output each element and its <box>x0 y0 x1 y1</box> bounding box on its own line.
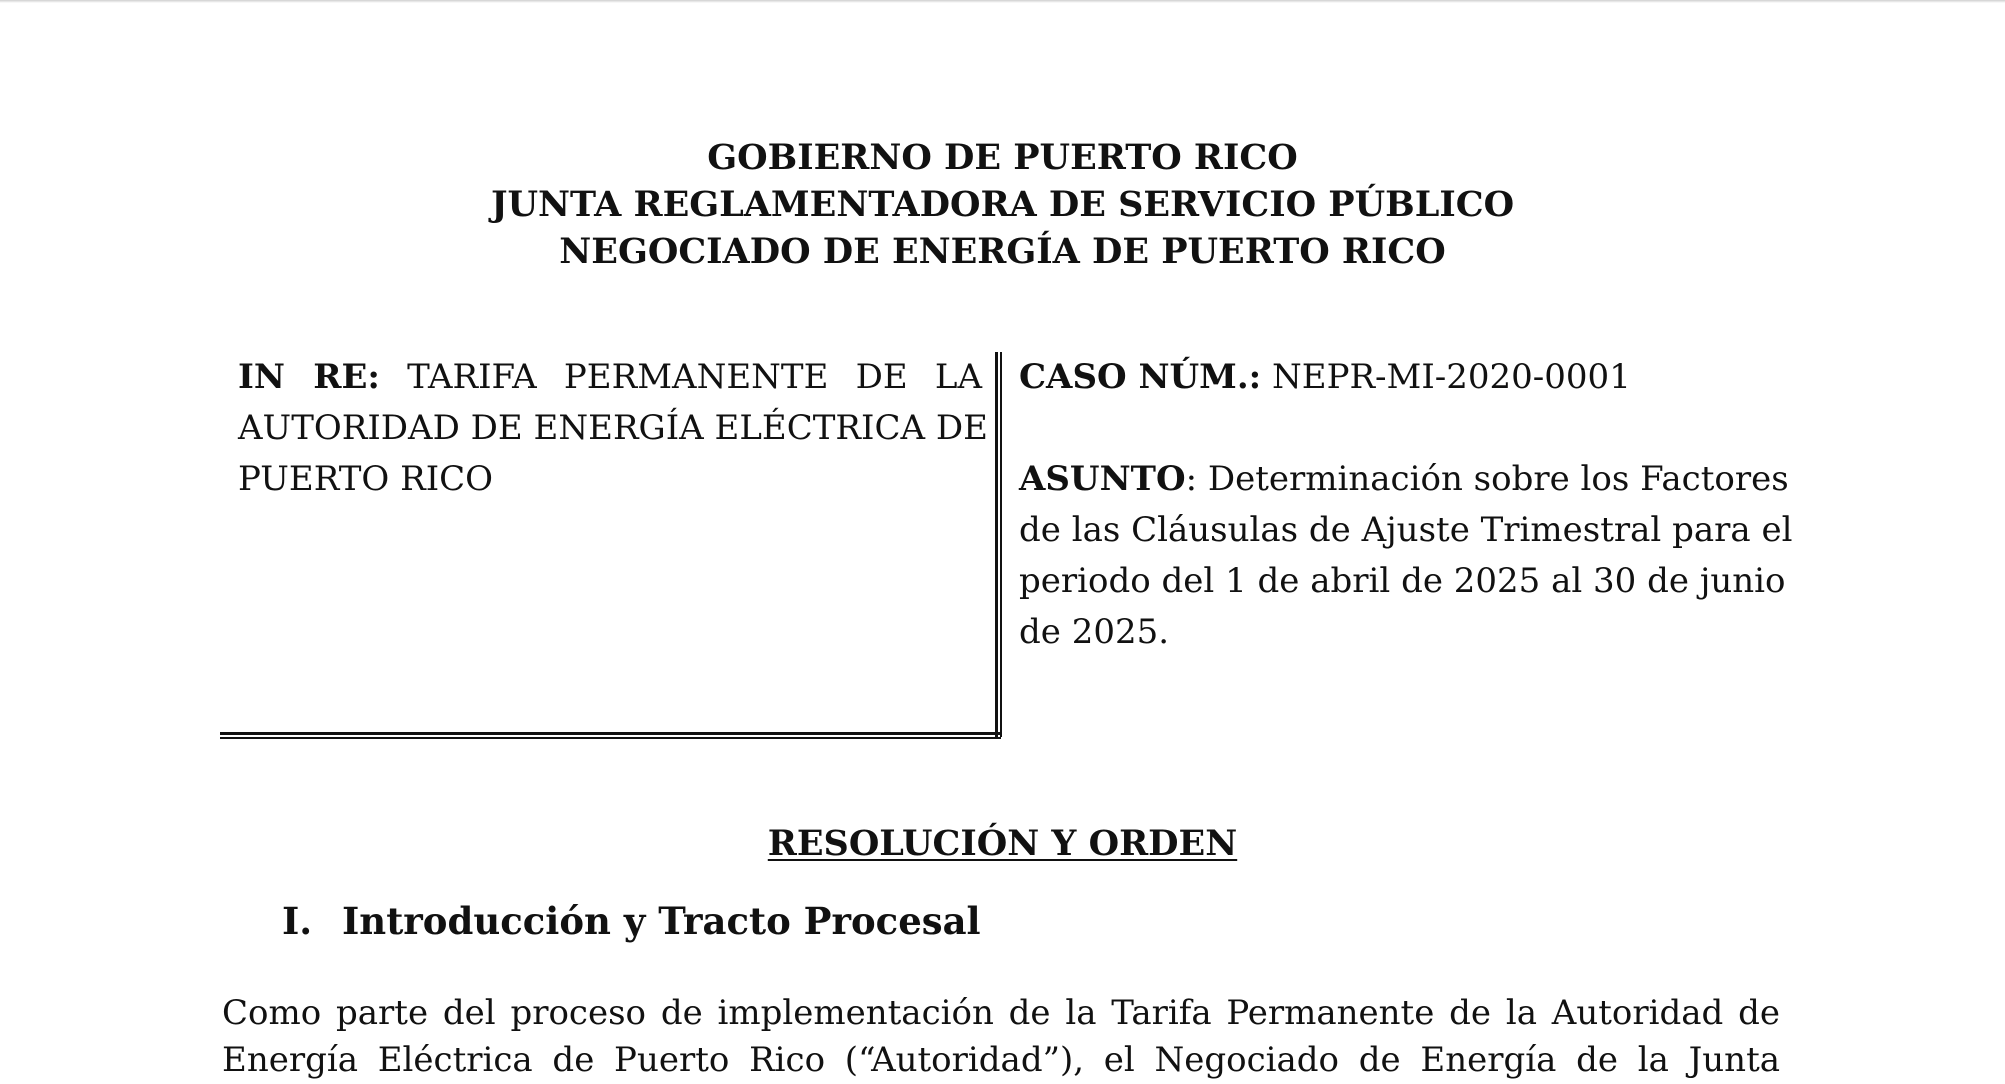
caption-vertical-rule <box>995 352 998 737</box>
subject-line-2: de las Cláusulas de Ajuste Trimestral para el <box>1019 510 1793 550</box>
caption-in-re <box>238 352 988 505</box>
section-heading <box>282 896 981 946</box>
in-re-text-1: TARIFA PERMANENTE DE LA <box>407 357 982 397</box>
header-bureau: NEGOCIADO DE ENERGÍA DE PUERTO RICO <box>559 231 1446 272</box>
resolution-title <box>0 820 2005 867</box>
caption-bottom-rule <box>220 732 1001 735</box>
subject-text-1: : Determinación sobre los Factores <box>1185 459 1789 499</box>
caption-bottom-rule-inner <box>220 737 1001 739</box>
subject-line-3: periodo del 1 de abril de 2025 al 30 de junio <box>1019 561 1786 601</box>
body-line-1: Como parte del proceso de implementación de la Tarifa Permanente de la Autoridad de <box>222 993 1780 1033</box>
case-label: CASO NÚM.: <box>1019 357 1262 397</box>
case-number-line <box>1019 352 1779 403</box>
body-paragraph <box>222 990 1780 1084</box>
section-number: I. <box>282 899 313 943</box>
subject-line-4: de 2025. <box>1019 612 1170 652</box>
body-line-2: Energía Eléctrica de Puerto Rico (“Autoridad”), el Negociado de Energía de la Junta <box>222 1040 1780 1080</box>
caption-spacer <box>1019 403 1779 454</box>
header-government: GOBIERNO DE PUERTO RICO <box>707 137 1298 178</box>
in-re-line-1 <box>238 352 982 403</box>
header-board: JUNTA REGLAMENTADORA DE SERVICIO PÚBLICO <box>490 184 1515 225</box>
document-header <box>0 134 2005 275</box>
resolution-title-text: RESOLUCIÓN Y ORDEN <box>767 823 1238 864</box>
case-number: NEPR-MI-2020-0001 <box>1272 357 1631 397</box>
subject-label: ASUNTO <box>1019 459 1186 499</box>
in-re-line-2: AUTORIDAD DE ENERGÍA ELÉCTRICA DE <box>238 408 988 448</box>
section-title: Introducción y Tracto Procesal <box>342 899 981 943</box>
caption-vertical-rule-inner <box>1000 352 1002 737</box>
caption-case-info <box>1019 352 1793 658</box>
in-re-label: IN RE: <box>238 357 380 397</box>
in-re-line-3: PUERTO RICO <box>238 459 494 499</box>
subject-line-1 <box>1019 454 1789 505</box>
